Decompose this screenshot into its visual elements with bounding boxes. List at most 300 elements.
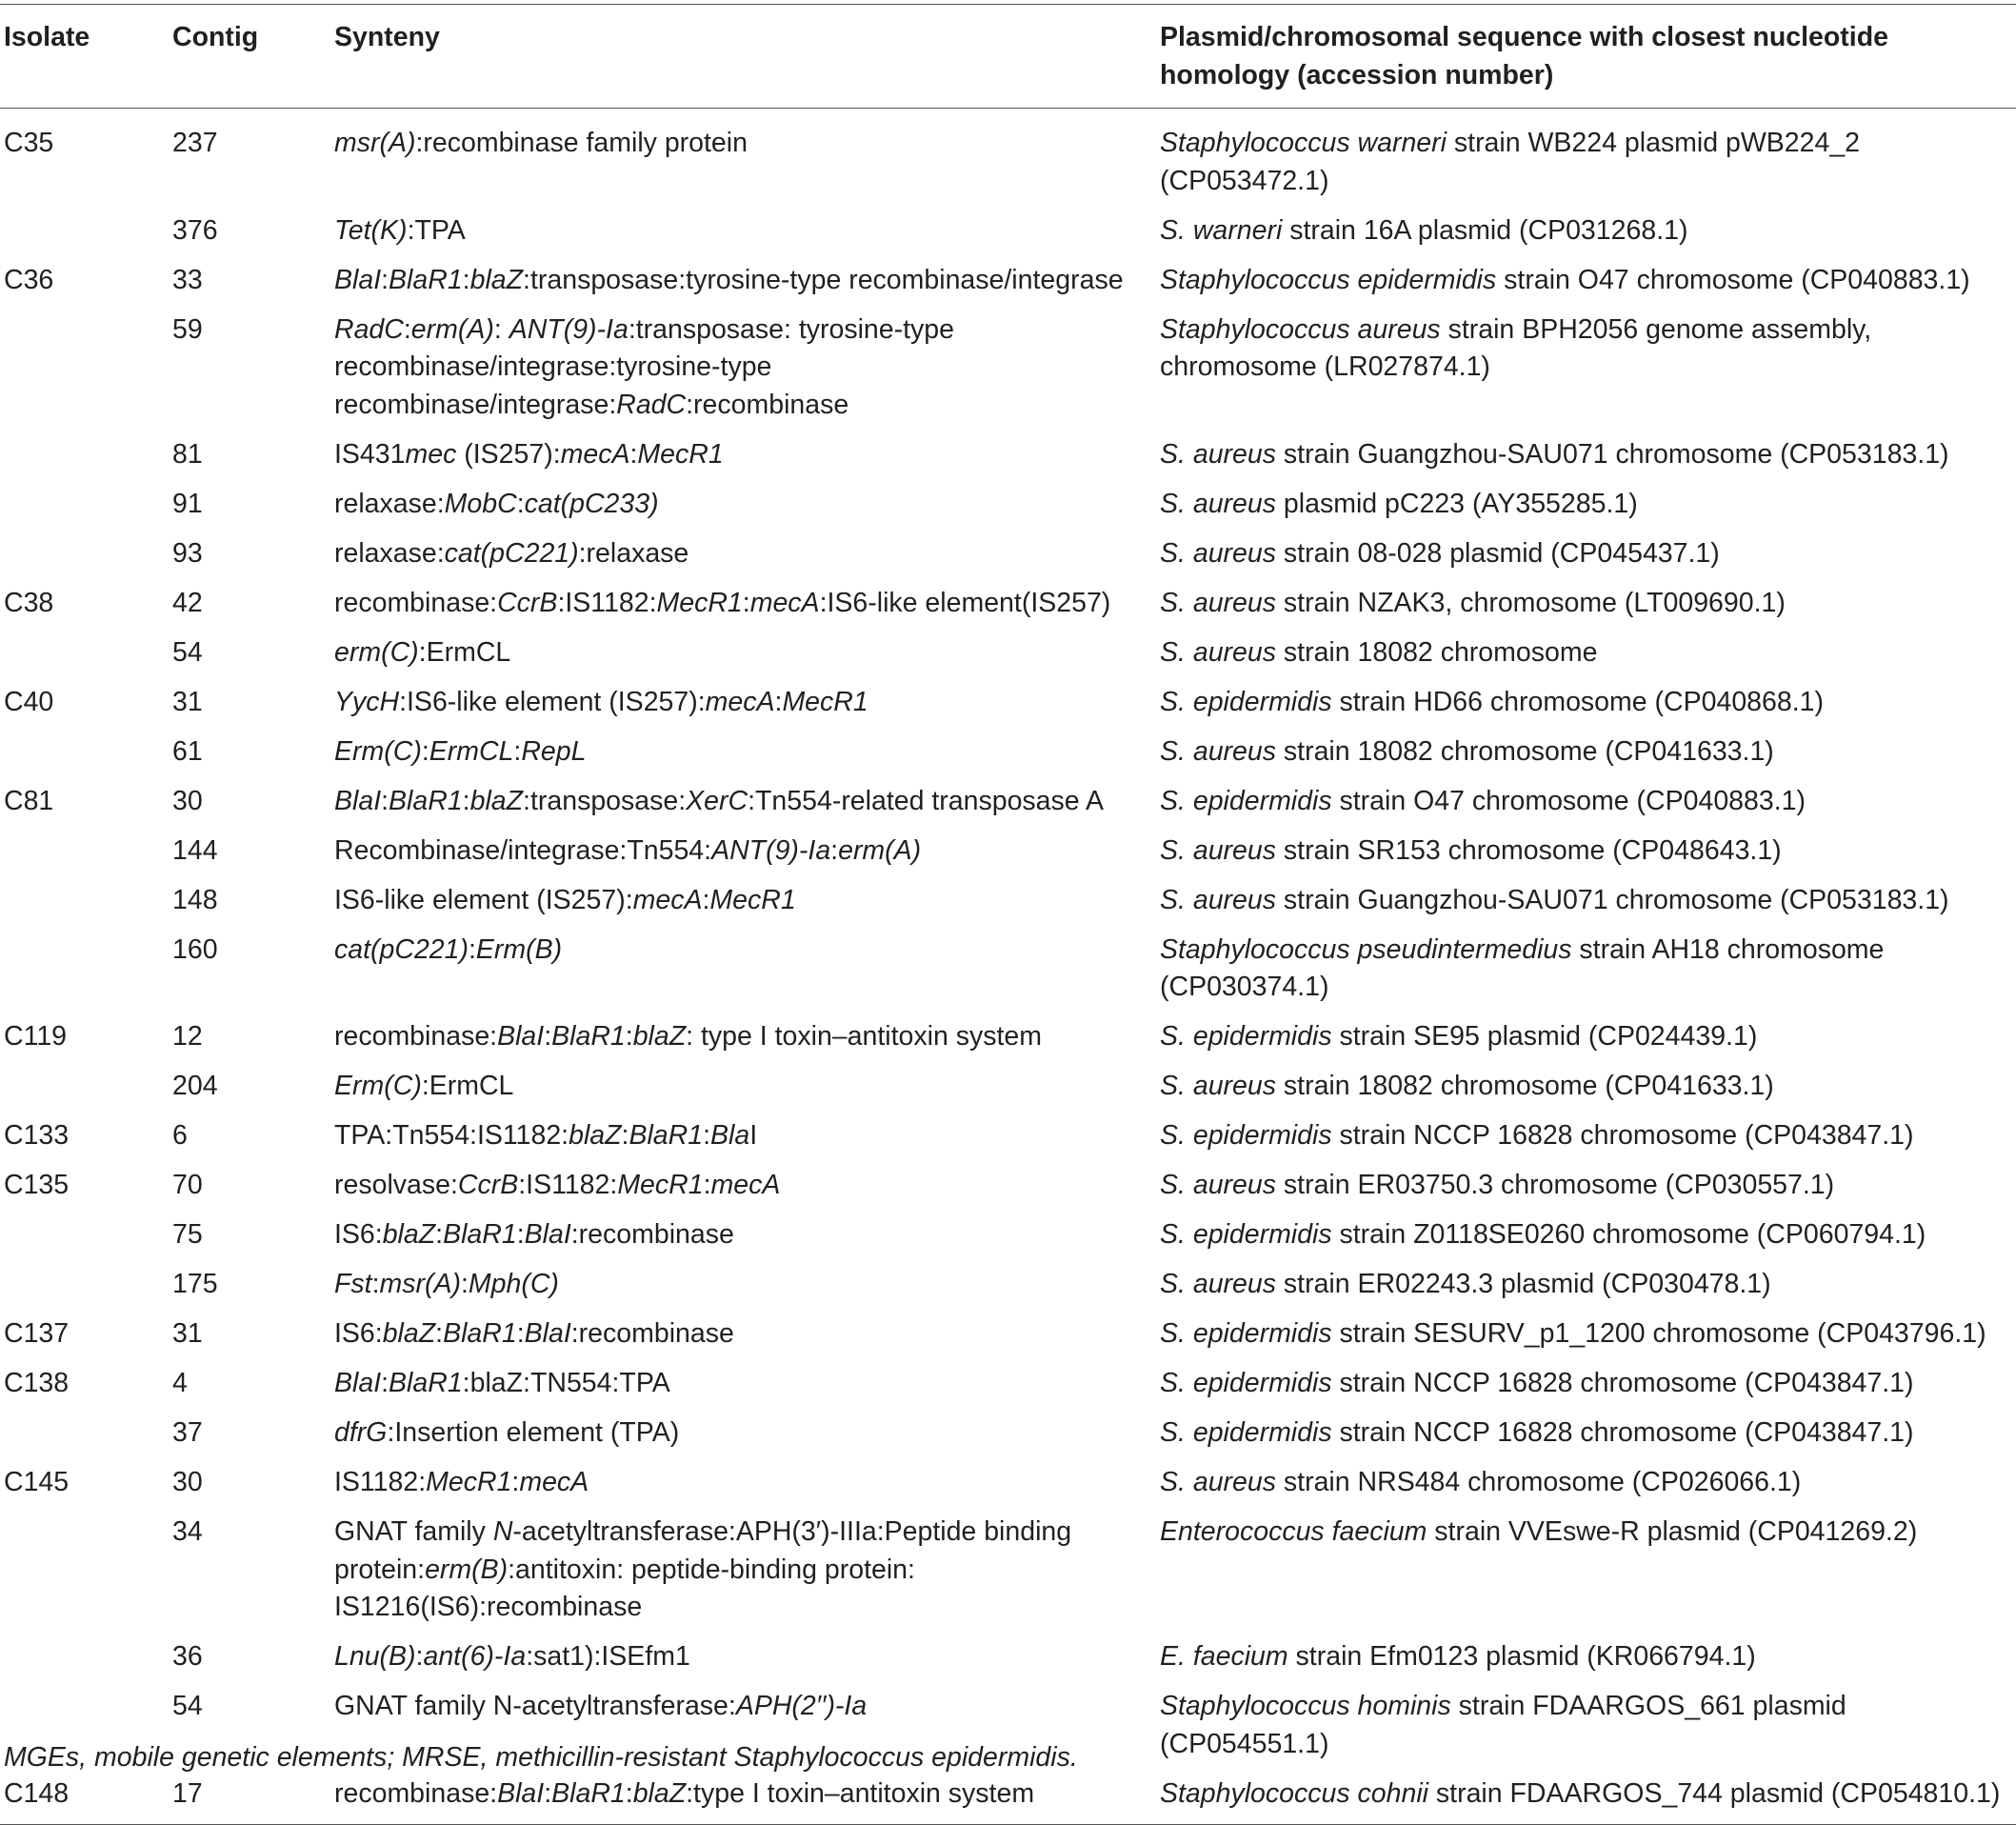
text-segment: APH(2′′)-Ia [735,1691,868,1721]
cell-contig: 30 [172,785,203,816]
text-segment: recombinase: [334,1021,498,1052]
text-segment: Staphylococcus warneri [1160,128,1447,158]
cell-homology [1160,256,2016,306]
text-segment: strain FDAARGOS_661 plasmid (CP054551.1) [1160,1691,1846,1759]
cell-synteny [334,431,1160,480]
cell-contig: 70 [172,1170,203,1200]
text-segment: :IS6-like element (IS257): [399,686,706,717]
cell-isolate: C133 [4,1120,70,1151]
text-segment: strain 08-028 plasmid (CP045437.1) [1276,537,1720,569]
text-segment: E. faecium [1160,1641,1288,1672]
text-segment: MecR1 [656,587,743,618]
text-segment: : [462,785,470,816]
text-segment: S. aureus [1160,438,1276,470]
text-segment: BlaR1 [551,1021,626,1052]
text-segment: Staphylococcus epidermidis [1160,264,1497,295]
text-segment: strain 16A plasmid (CP031268.1) [1282,214,1688,246]
cell-synteny [334,1509,1160,1634]
text-segment: BlaI [334,264,382,295]
text-segment: Staphylococcus hominis [1160,1691,1451,1721]
table-body [0,109,2016,1825]
text-segment: Staphylococcus pseudintermedius [1160,933,1572,965]
cell-synteny [334,1360,1160,1410]
cell-isolate [0,1063,172,1113]
text-segment: strain NCCP 16828 chromosome (CP043847.1) [1331,1368,1914,1398]
text-segment: :type I toxin–antitoxin system [686,1777,1035,1809]
cell-contig: 160 [172,933,218,965]
cell-contig: 175 [172,1269,218,1299]
header-contig: Contig [172,5,334,109]
text-segment: : type I toxin–antitoxin system [686,1021,1042,1052]
text-segment: strain NRS484 chromosome (CP026066.1) [1276,1467,1802,1497]
cell-contig: 31 [172,1318,203,1349]
cell-isolate [0,480,172,530]
cell-synteny [334,1212,1160,1261]
text-segment: :transposase:tyrosine-type recombinase/integrase [523,264,1124,295]
table-row [0,109,2016,208]
cell-synteny [334,1311,1160,1360]
cell-contig: 31 [172,686,203,717]
text-segment: ant(6)-Ia [423,1641,527,1672]
text-segment: blaZ [469,264,524,295]
table-row [0,1770,2016,1825]
text-segment: strain SE95 plasmid (CP024439.1) [1331,1021,1758,1052]
text-segment: cat(pC221) [444,537,579,569]
cell-contig: 61 [172,735,203,767]
text-segment: MobC [444,488,517,519]
text-segment: :blaZ:TN554:TPA [462,1368,670,1398]
table-row [0,876,2016,926]
cell-homology [1160,1212,2016,1261]
text-segment: :transposase: [523,785,687,816]
text-segment: Staphylococcus aureus [1160,313,1441,345]
text-segment: recombinase: [334,1777,498,1809]
cell-synteny [334,579,1160,629]
text-segment: BlaI [497,1777,545,1809]
text-segment: strain NCCP 16828 chromosome (CP043847.1) [1331,1417,1914,1448]
text-segment: RadC [616,389,687,420]
cell-contig: 4 [172,1368,188,1398]
text-segment: MecR1 [709,884,796,915]
table-row [0,1634,2016,1683]
text-segment: S. aureus [1160,834,1276,866]
table-row [0,1311,2016,1360]
text-segment: : [625,1777,633,1809]
cell-isolate [0,431,172,480]
cell-isolate [0,1509,172,1634]
cell-synteny [334,530,1160,579]
text-segment: GNAT family [334,1516,493,1547]
text-segment: : [421,735,429,767]
cell-homology [1160,1013,2016,1063]
cell-contig: 34 [172,1516,203,1547]
table-row [0,926,2016,1013]
text-segment: : [403,313,411,345]
cell-isolate [0,306,172,431]
text-segment: :recombinase [570,1318,734,1349]
cell-isolate [0,827,172,876]
cell-isolate: C81 [4,785,54,816]
text-segment: :Tn554-related transposase A [748,785,1104,816]
text-segment: : [381,785,389,816]
text-segment: S. aureus [1160,735,1276,767]
cell-homology [1160,530,2016,579]
cell-synteny [334,926,1160,1013]
text-segment: strain NCCP 16828 chromosome (CP043847.1) [1331,1120,1914,1151]
text-segment: blaZ [382,1318,436,1349]
text-segment: Staphylococcus cohnii [1160,1777,1428,1809]
text-segment: YycH [334,686,400,717]
cell-contig: 30 [172,1467,203,1497]
text-segment: blaZ [469,785,524,816]
text-segment: CcrB [497,587,558,618]
text-segment: I [749,1120,758,1151]
text-segment: ErmCL [429,735,514,767]
text-segment: S. warneri [1160,214,1283,246]
cell-contig: 75 [172,1219,203,1250]
text-segment: :recombinase family protein [415,128,748,158]
text-segment: : [544,1021,552,1052]
text-segment: :IS1182: [557,587,657,618]
text-segment: Bla [710,1120,750,1151]
text-segment: strain BPH2056 genome assembly, chromosome (LR027874.1) [1160,313,1872,382]
cell-contig: 54 [172,1691,203,1721]
table-row [0,1410,2016,1459]
cell-synteny [334,777,1160,827]
table-row [0,1212,2016,1261]
text-segment: erm(B) [425,1554,509,1585]
text-segment: : [625,1021,633,1052]
cell-homology [1160,678,2016,728]
header-isolate: Isolate [0,5,172,109]
text-segment: BlaR1 [389,785,463,816]
table-row [0,678,2016,728]
cell-homology [1160,1683,2016,1771]
cell-synteny [334,1162,1160,1212]
cell-synteny [334,1261,1160,1311]
cell-contig: 54 [172,636,203,668]
cell-isolate [0,1634,172,1683]
text-segment: S. aureus [1160,884,1276,915]
text-segment: :recombinase [570,1219,734,1250]
table-row [0,777,2016,827]
text-segment: : [703,1170,711,1200]
text-segment: N [492,1516,513,1547]
text-segment: strain Z0118SE0260 chromosome (CP060794.1) [1331,1219,1926,1250]
text-segment: msr(A) [334,128,416,158]
table-row [0,1360,2016,1410]
cell-isolate: C135 [4,1170,70,1200]
cell-synteny [334,728,1160,777]
text-segment: Fst [334,1269,372,1299]
text-segment: plasmid pC223 (AY355285.1) [1276,488,1638,519]
text-segment: Enterococcus faecium [1160,1516,1427,1547]
table-row [0,1013,2016,1063]
text-segment: : [774,686,783,717]
text-segment: blaZ [632,1777,687,1809]
cell-homology [1160,1459,2016,1509]
text-segment: : [371,1269,380,1299]
cell-synteny [334,827,1160,876]
text-segment: strain Guangzhou-SAU071 chromosome (CP053183.1) [1276,438,1949,470]
text-segment: blaZ [382,1219,436,1250]
text-segment: GNAT family N-acetyltransferase: [334,1691,736,1721]
header-synteny: Synteny [334,5,1160,109]
cell-homology [1160,926,2016,1013]
cell-homology [1160,777,2016,827]
cell-homology [1160,1509,2016,1634]
text-segment: BlaR1 [443,1219,517,1250]
cell-homology [1160,207,2016,256]
text-segment: Erm(C) [334,1071,422,1101]
text-segment: : [742,587,750,618]
text-segment: BlaI [334,785,382,816]
text-segment: : [435,1318,444,1349]
cell-contig: 42 [172,587,203,618]
table-row [0,1509,2016,1634]
cell-contig: 93 [172,537,203,569]
text-segment: resolvase: [334,1170,458,1200]
text-segment: S. epidermidis [1160,1368,1332,1398]
cell-contig: 148 [172,884,218,915]
text-segment: : [462,264,470,295]
table-row [0,256,2016,306]
text-segment: strain HD66 chromosome (CP040868.1) [1331,686,1824,717]
text-segment: mecA [705,686,775,717]
text-segment: BlaI [524,1219,571,1250]
text-segment: mecA [749,587,820,618]
cell-synteny [334,207,1160,256]
text-segment: :sat1):ISEfm1 [526,1641,690,1672]
text-segment: : [460,1269,469,1299]
cell-homology [1160,1261,2016,1311]
mge-synteny-table [0,4,2016,1825]
cell-contig: 6 [172,1120,188,1151]
text-segment: dfrG [334,1417,388,1448]
table-row [0,1162,2016,1212]
text-segment: strain 18082 chromosome (CP041633.1) [1276,1071,1774,1101]
table-row [0,827,2016,876]
cell-isolate [0,207,172,256]
text-segment: : [830,834,839,866]
text-segment: : [468,933,476,965]
cell-synteny [334,629,1160,678]
text-segment: strain O47 chromosome (CP040883.1) [1496,264,1970,295]
text-segment: IS431 [334,438,406,470]
text-segment: strain SESURV_p1_1200 chromosome (CP043796.1) [1331,1318,1986,1349]
cell-isolate [0,530,172,579]
cell-homology [1160,1770,2016,1825]
text-segment: strain Efm0123 plasmid (KR066794.1) [1287,1641,1756,1672]
cell-contig: 91 [172,488,203,519]
cell-synteny [334,1410,1160,1459]
cell-homology [1160,827,2016,876]
text-segment: S. epidermidis [1160,1417,1332,1448]
cell-homology [1160,431,2016,480]
text-segment: relaxase: [334,488,445,519]
text-segment: strain ER02243.3 plasmid (CP030478.1) [1276,1269,1771,1299]
cell-synteny [334,1113,1160,1162]
cell-isolate [0,1261,172,1311]
text-segment: S. epidermidis [1160,1120,1332,1151]
cell-synteny [334,678,1160,728]
text-segment: BlaI [497,1021,545,1052]
text-segment: RepL [521,735,587,767]
text-segment: :TPA [407,214,466,246]
text-segment: strain 18082 chromosome [1276,636,1598,668]
table-row [0,579,2016,629]
text-segment: BlaR1 [389,264,463,295]
cell-contig: 12 [172,1021,203,1052]
text-segment: strain Guangzhou-SAU071 chromosome (CP053183.1) [1276,884,1949,915]
cell-homology [1160,1162,2016,1212]
text-segment: strain SR153 chromosome (CP048643.1) [1276,834,1782,866]
text-segment: Erm(C) [334,735,422,767]
cell-contig: 59 [172,313,203,345]
text-segment: strain ER03750.3 chromosome (CP030557.1) [1276,1170,1835,1200]
cell-synteny [334,256,1160,306]
text-segment: RadC [334,313,404,345]
text-segment: mec [405,438,457,470]
text-segment: : [415,1641,424,1672]
text-segment: strain AH18 chromosome (CP030374.1) [1160,933,1885,1002]
text-segment: strain NZAK3, chromosome (LT009690.1) [1276,587,1786,618]
text-segment: Erm(B) [475,933,563,965]
cell-isolate: C137 [4,1318,70,1349]
text-segment: S. aureus [1160,537,1276,569]
text-segment: : [381,1368,389,1398]
cell-contig: 144 [172,834,218,866]
text-segment: : [381,264,389,295]
text-segment: S. epidermidis [1160,1219,1332,1250]
table-row [0,1113,2016,1162]
cell-synteny [334,1634,1160,1683]
table-row [0,1063,2016,1113]
cell-homology [1160,876,2016,926]
text-segment: blaZ [569,1120,622,1151]
text-segment: strain FDAARGOS_744 plasmid (CP054810.1) [1428,1777,2001,1809]
text-segment: : [621,1120,629,1151]
text-segment: Mph(C) [468,1269,559,1299]
table-row [0,629,2016,678]
table-row [0,1459,2016,1509]
text-segment: S. aureus [1160,1269,1276,1299]
table-row [0,207,2016,256]
text-segment: :transposase: tyrosine-type recombinase/integrase:tyrosine-type recombinase/integrase: [334,313,954,420]
text-segment: : [516,1219,525,1250]
cell-homology [1160,480,2016,530]
text-segment: BlaI [524,1318,571,1349]
cell-synteny [334,109,1160,208]
text-segment: MecR1 [617,1170,704,1200]
text-segment: BlaR1 [629,1120,704,1151]
text-segment: :IS6-like element(IS257) [819,587,1111,618]
cell-homology [1160,1311,2016,1360]
cell-homology [1160,109,2016,208]
text-segment: ANT(9)-Ia [509,313,629,345]
text-segment: Lnu(B) [334,1641,416,1672]
text-segment: : [516,488,525,519]
header-homology: Plasmid/chromosomal sequence with closest nucleotide homology (accession number) [1160,5,2016,109]
cell-synteny [334,1013,1160,1063]
text-segment: strain 18082 chromosome (CP041633.1) [1276,735,1774,767]
cell-contig: 237 [172,128,218,158]
cell-homology [1160,1113,2016,1162]
text-segment: IS1182: [334,1467,427,1497]
table-row [0,1261,2016,1311]
text-segment: CcrB [457,1170,519,1200]
text-segment: IS6: [334,1219,383,1250]
text-segment: BlaR1 [443,1318,517,1349]
cell-contig: 17 [172,1770,334,1825]
text-segment: :IS1182: [518,1170,618,1200]
cell-homology [1160,579,2016,629]
text-segment: :recombinase [686,389,849,420]
text-segment: S. epidermidis [1160,1021,1332,1052]
cell-homology [1160,1360,2016,1410]
text-segment: relaxase: [334,537,445,569]
text-segment: BlaI [334,1368,382,1398]
text-segment: -acetyltransferase:APH(3′)-IIIa:Peptide binding protein: [334,1516,1072,1585]
text-segment: : [435,1219,444,1250]
text-segment: Recombinase/integrase:Tn554: [334,834,712,866]
table-row [0,431,2016,480]
text-segment: :antitoxin: peptide-binding protein: IS1216(IS6):recombinase [334,1554,915,1622]
text-segment: S. aureus [1160,488,1276,519]
text-segment: strain VVEswe-R plasmid (CP041269.2) [1427,1516,1918,1547]
text-segment: erm(A) [410,313,494,345]
text-segment: cat(pC233) [524,488,659,519]
text-segment: TPA:Tn554:IS1182: [334,1120,569,1151]
text-segment: S. aureus [1160,636,1276,668]
cell-homology [1160,306,2016,431]
cell-isolate [0,1410,172,1459]
text-segment: :relaxase [578,537,689,569]
text-segment: XerC [686,785,749,816]
text-segment: S. aureus [1160,587,1276,618]
cell-contig: 204 [172,1071,218,1101]
cell-isolate: C35 [4,128,54,158]
text-segment: MecR1 [782,686,868,717]
table-row [0,480,2016,530]
cell-synteny [334,1063,1160,1113]
cell-isolate: C40 [4,686,54,717]
text-segment: S. aureus [1160,1071,1276,1101]
text-segment: msr(A) [379,1269,461,1299]
text-segment: mecA [632,884,703,915]
text-segment: : [511,1467,520,1497]
cell-isolate: C38 [4,587,54,618]
text-segment: : [493,313,509,345]
text-segment: : [703,1120,711,1151]
text-segment: : [544,1777,552,1809]
cell-isolate [0,876,172,926]
cell-contig: 33 [172,264,203,295]
text-segment: blaZ [632,1021,687,1052]
text-segment: BlaR1 [551,1777,626,1809]
cell-homology [1160,1410,2016,1459]
text-segment: erm(A) [838,834,922,866]
cell-isolate: C36 [4,264,54,295]
cell-homology [1160,629,2016,678]
cell-contig: 37 [172,1417,203,1448]
cell-synteny [334,1770,1160,1825]
cell-synteny [334,306,1160,431]
text-segment: IS6-like element (IS257): [334,884,633,915]
text-segment: strain O47 chromosome (CP040883.1) [1331,785,1806,816]
table-footnote: MGEs, mobile genetic elements; MRSE, methicillin-resistant Staphylococcus epidermidis. [4,1742,1078,1773]
text-segment: recombinase: [334,587,498,618]
